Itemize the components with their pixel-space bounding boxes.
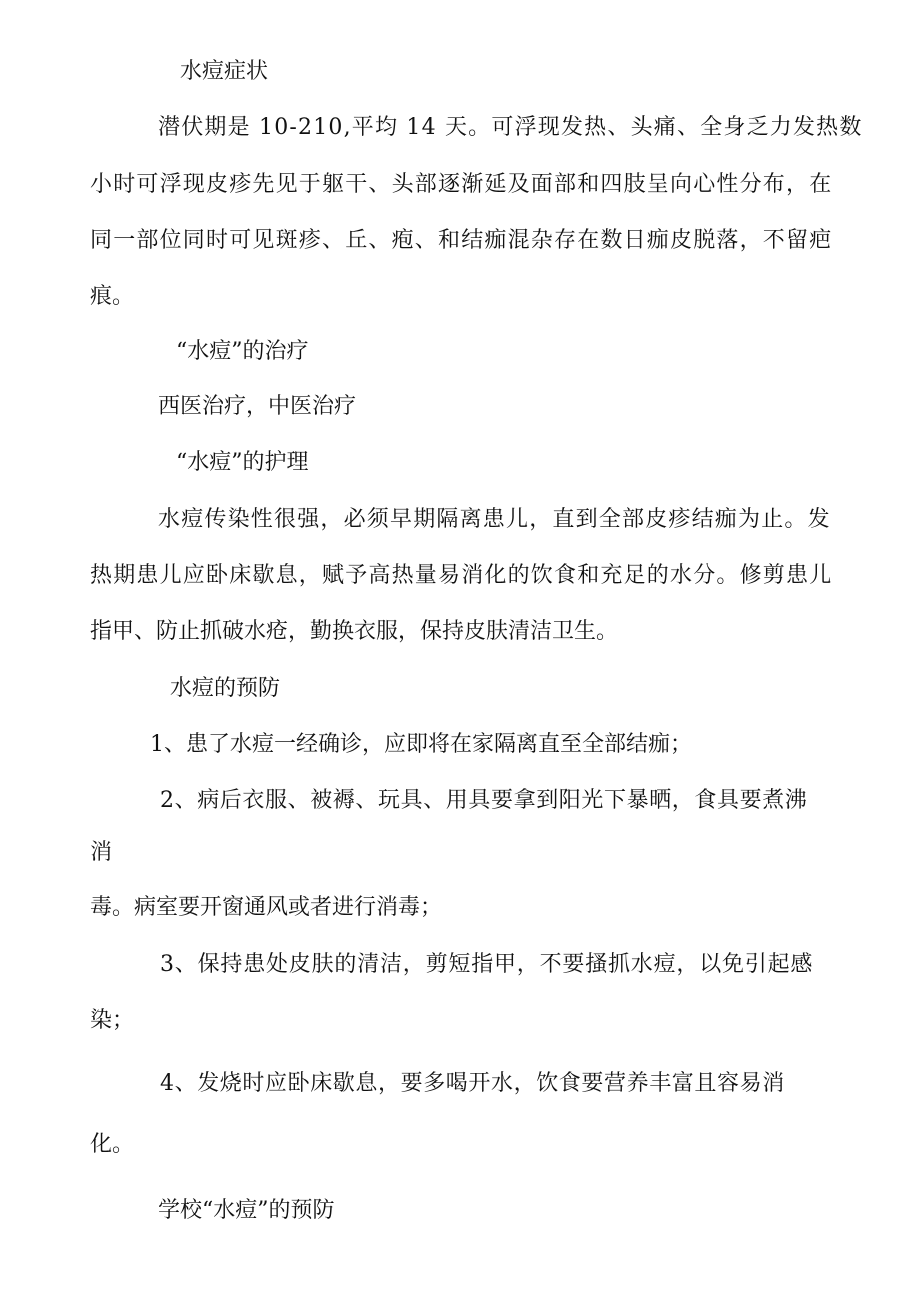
care-line-3: 指甲、防止抓破水疮，勤换衣服，保持皮肤清洁卫生。 [90,619,619,644]
prevention-heading: 水痘的预防 [170,676,281,701]
prevention-item-4-line-2: 化。 [90,1132,135,1157]
care-line-2: 热期患儿应卧床歇息，赋予高热量易消化的饮食和充足的水分。修剪患儿 [90,563,833,588]
treatment-heading: “水痘”的治疗 [176,339,309,364]
prevention-item-2-line-3: 毒。病室要开窗通风或者进行消毒； [90,895,443,920]
symptoms-heading: 水痘症状 [180,59,269,84]
care-heading: “水痘”的护理 [176,450,309,475]
prevention-item-1: 1、患了水痘一经确诊，应即将在家隔离直至全部结痂； [150,732,692,757]
symptoms-line-3: 同一部位同时可见斑疹、丘、疱、和结痂混杂存在数日痂皮脱落，不留疤 [90,228,833,253]
prevention-item-3-line-1: 3、保持患处皮肤的清洁，剪短指甲，不要搔抓水痘，以免引起感 [160,952,814,977]
prevention-item-4-line-1: 4、发烧时应卧床歇息，要多喝开水，饮食要营养丰富且容易消 [160,1071,785,1096]
care-line-1: 水痘传染性很强，必须早期隔离患儿，直到全部皮疹结痂为止。发 [158,507,831,532]
symptoms-line-4: 痕。 [90,284,135,309]
treatment-text: 西医治疗，中医治疗 [158,394,357,419]
prevention-item-2-line-1: 2、病后衣服、被褥、玩具、用具要拿到阳光下暴晒，食具要煮沸 [160,788,808,813]
symptoms-line-2: 小时可浮现皮疹先见于躯干、头部逐渐延及面部和四肢呈向心性分布，在 [90,172,833,197]
prevention-item-3-line-2: 染； [90,1008,135,1033]
symptoms-line-1: 潜伏期是 10-210,平均 14 天。可浮现发热、头痛、全身乏力发热数 [158,115,863,140]
prevention-item-2-line-2: 消 [90,840,113,865]
school-heading: 学校“水痘”的预防 [158,1198,335,1223]
